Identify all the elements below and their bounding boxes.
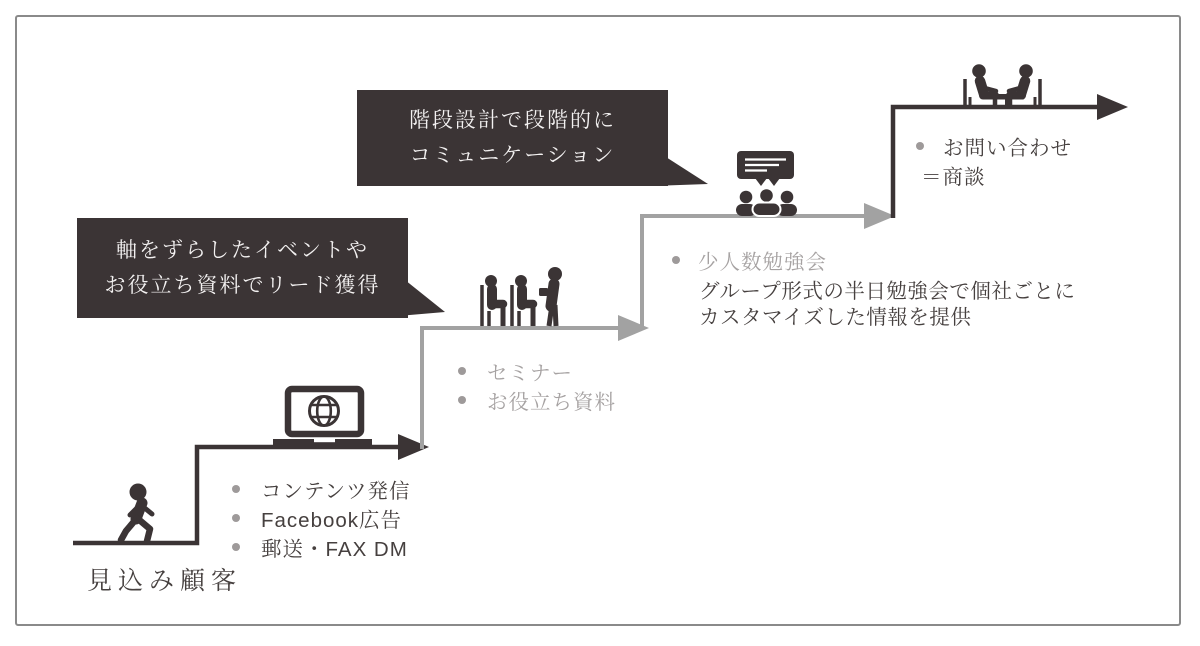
list-item-label: Facebook広告 [261,508,403,532]
bullet-icon [672,256,680,264]
list-item [232,532,410,561]
callout-line: 階段設計で段階的に [409,109,616,132]
list-item [458,385,616,414]
bullet-icon [232,514,240,522]
callout-line: コミュニケーション [409,144,616,167]
step-2-list [458,356,616,414]
bullet-icon [916,142,924,150]
bullet-icon [232,543,240,551]
step-4-subitem: ＝商談 [921,166,986,189]
list-item [916,131,1072,160]
list-item-label: セミナー [487,361,573,385]
step-4-list [916,131,1072,160]
bullet-icon [458,396,466,404]
walking-person-icon [121,484,152,542]
list-item-label: お問い合わせ [943,136,1072,160]
step-4-arrowhead [1097,94,1128,120]
step-3-list [672,245,827,274]
laptop-globe-icon [273,389,372,447]
step-3-description [699,279,1075,331]
seminar-icon [482,267,562,326]
list-item-label: 少人数勉強会 [698,250,827,274]
presenter-figure [539,267,562,326]
list-item-label: お役立ち資料 [487,390,616,414]
list-item [672,245,827,274]
list-item [232,474,410,503]
bullet-icon [232,485,240,493]
description-line: カスタマイズした情報を提供 [699,306,972,329]
business-meeting-icon [965,64,1040,107]
bullet-icon [458,367,466,375]
callout-line: お役立ち資料でリード獲得 [104,274,381,297]
list-item [458,356,616,385]
description-line: グループ形式の半日勉強会で個社ごとに [699,280,1076,303]
callout-lead-generation [77,218,408,318]
step-1-list [232,474,410,561]
step-2-arrowhead [618,315,649,341]
callout-line: 軸をずらしたイベントや [116,239,369,262]
list-item [232,503,410,532]
list-item-label: コンテンツ発信 [261,479,411,503]
step-1-arrowhead [398,434,429,460]
list-item-label: 郵送・FAX DM [261,537,408,561]
callout-step-design [357,90,668,186]
start-label: 見込み顧客 [87,567,243,595]
presentation-group-icon [736,151,797,216]
step-3-arrowhead [864,203,895,229]
